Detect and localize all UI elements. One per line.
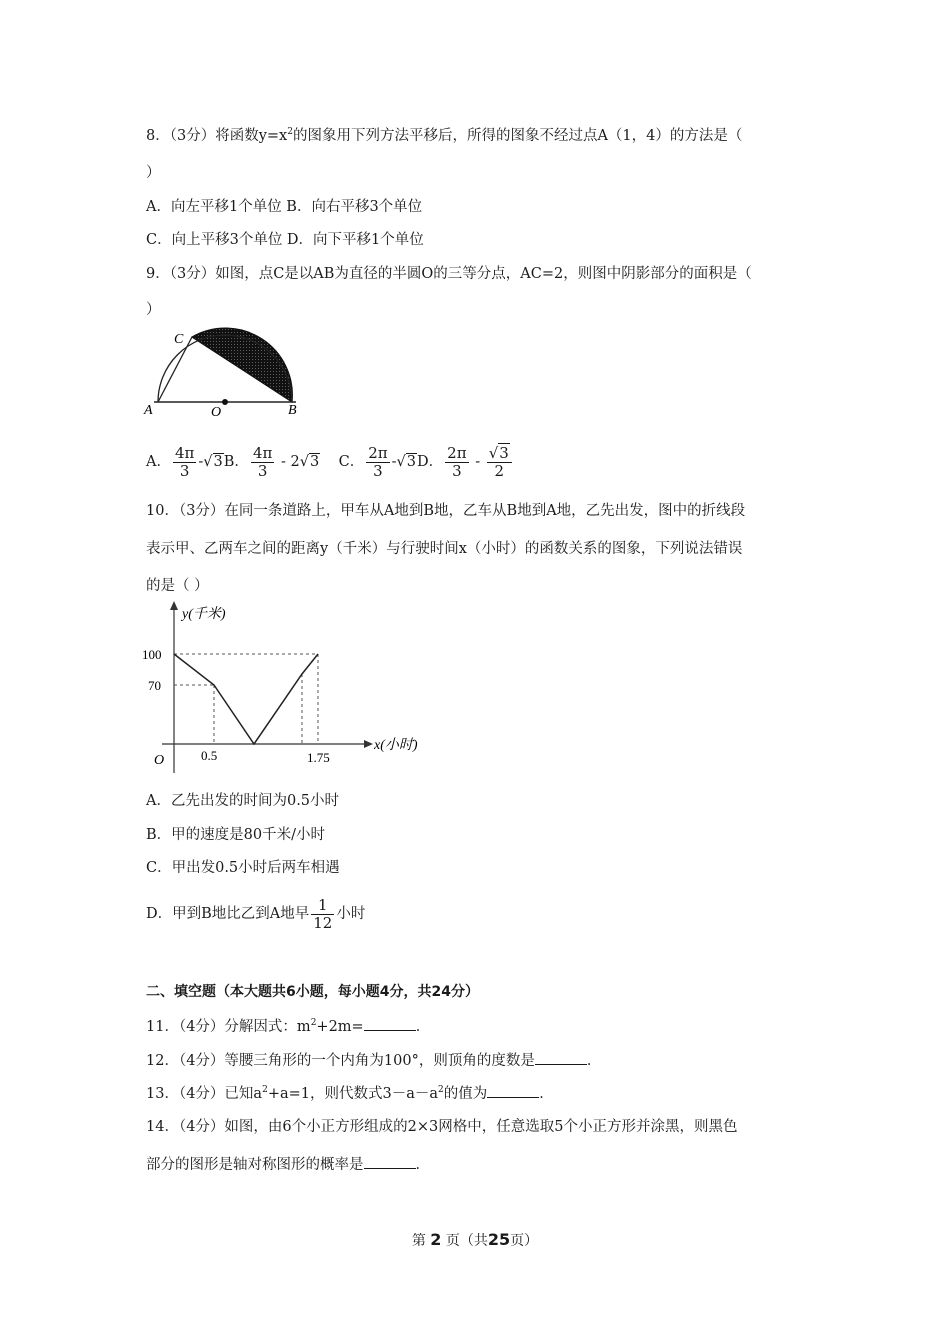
q9-semicircle-figure	[140, 322, 310, 422]
q10-origin-label: O	[154, 753, 165, 768]
q10-distance-time-graph	[140, 598, 440, 778]
q10-option-b: B．甲的速度是80千米/小时	[146, 827, 325, 843]
q9-label-b: B	[288, 403, 297, 418]
q13-blank[interactable]	[487, 1083, 539, 1098]
footer-page-number: 2	[430, 1230, 442, 1249]
q9-option-b: B． $\frac{4\pi}{3}$ - 2√3	[223, 443, 320, 480]
q10-x-tick-175: 1.75	[307, 750, 330, 765]
q12: 12．（4分）等腰三角形的一个内角为100°，则顶角的度数是 ．	[146, 1050, 601, 1071]
q14-blank[interactable]	[364, 1154, 416, 1169]
q12-blank[interactable]	[535, 1050, 587, 1065]
q10-y-tick-70: 70	[148, 678, 161, 693]
q10-x-tick-05: 0.5	[201, 748, 218, 763]
q11-blank[interactable]	[364, 1016, 416, 1031]
q8-options-line2: C．向上平移3个单位 D．向下平移1个单位	[146, 232, 424, 248]
q9-label-a: A	[144, 403, 153, 418]
q9-option-c: C． $\frac{2\pi}{3}$ -√3	[338, 443, 417, 480]
q9-option-a: A． $\frac{4\pi}{3}$ -√3	[146, 443, 223, 480]
q9-label-o: O	[211, 405, 222, 420]
q10-option-d: D．甲到B地比乙到A地早 $\frac{1}{12}$ 小时	[146, 895, 366, 932]
q10-option-c: C．甲出发0.5小时后两车相遇	[146, 860, 340, 876]
q11: 11．（4分）分解因式：$m^2+2m=$ ．	[146, 1016, 430, 1037]
q8-options-line1: A．向左平移1个单位 B．向右平移3个单位	[146, 199, 423, 215]
q14-line1: 14．（4分）如图，由6个小正方形组成的2×3网格中，任意选取5个小正方形并涂黑，则黑色	[146, 1119, 738, 1135]
q14-line2: 部分的图形是轴对称图形的概率是 ．	[146, 1154, 430, 1175]
q10-x-axis-label: x(小时)	[374, 738, 418, 753]
q10-x-axis-arrow	[364, 740, 373, 748]
q9-options	[146, 444, 514, 480]
q10-option-a: A．乙先出发的时间为0.5小时	[146, 793, 340, 809]
q9-center-point	[222, 399, 228, 405]
q9-label-c: C	[174, 332, 184, 347]
q9-option-d: D． $\frac{2\pi}{3}$ - $\frac{√3}{2}$	[417, 454, 514, 470]
q10-stem-line3: 的是（ ）	[146, 578, 209, 594]
footer-total-pages: 25	[487, 1230, 511, 1249]
page-footer: 第 2 页（共25页）	[411, 1230, 539, 1249]
q9-stem: 9．（3分）如图，点C是以AB为直径的半圆O的三等分点，AC=2，则图中阴影部分的面积是（	[146, 266, 752, 282]
q10-stem-line1: 10．（3分）在同一条道路上，甲车从A地到B地，乙车从B地到A地，乙先出发，图中的折线段	[146, 503, 746, 519]
q8-stem-end: ）	[146, 165, 161, 181]
q10-y-tick-100: 100	[142, 647, 162, 662]
section2-title: 二、填空题（本大题共6小题，每小题4分，共24分）	[146, 984, 479, 1000]
q13: 13．（4分）已知$a^2+a=1$，则代数式$3-a-a^2$的值为 ．	[146, 1083, 554, 1104]
q10-y-axis-label: y(千米)	[182, 607, 226, 622]
q10-distance-polyline	[174, 654, 318, 744]
q10-y-axis-arrow	[170, 601, 178, 610]
q8-stem: 8．（3分）将函数$y=x^2$的图象用下列方法平移后，所得的图象不经过点A（1，4）的方法是（	[146, 127, 743, 144]
q10-stem-line2: 表示甲、乙两车之间的距离y（千米）与行驶时间x（小时）的函数关系的图象，下列说法错误	[146, 541, 743, 557]
q9-stem-end: ）	[146, 302, 161, 318]
q9-shaded-region	[192, 328, 292, 402]
